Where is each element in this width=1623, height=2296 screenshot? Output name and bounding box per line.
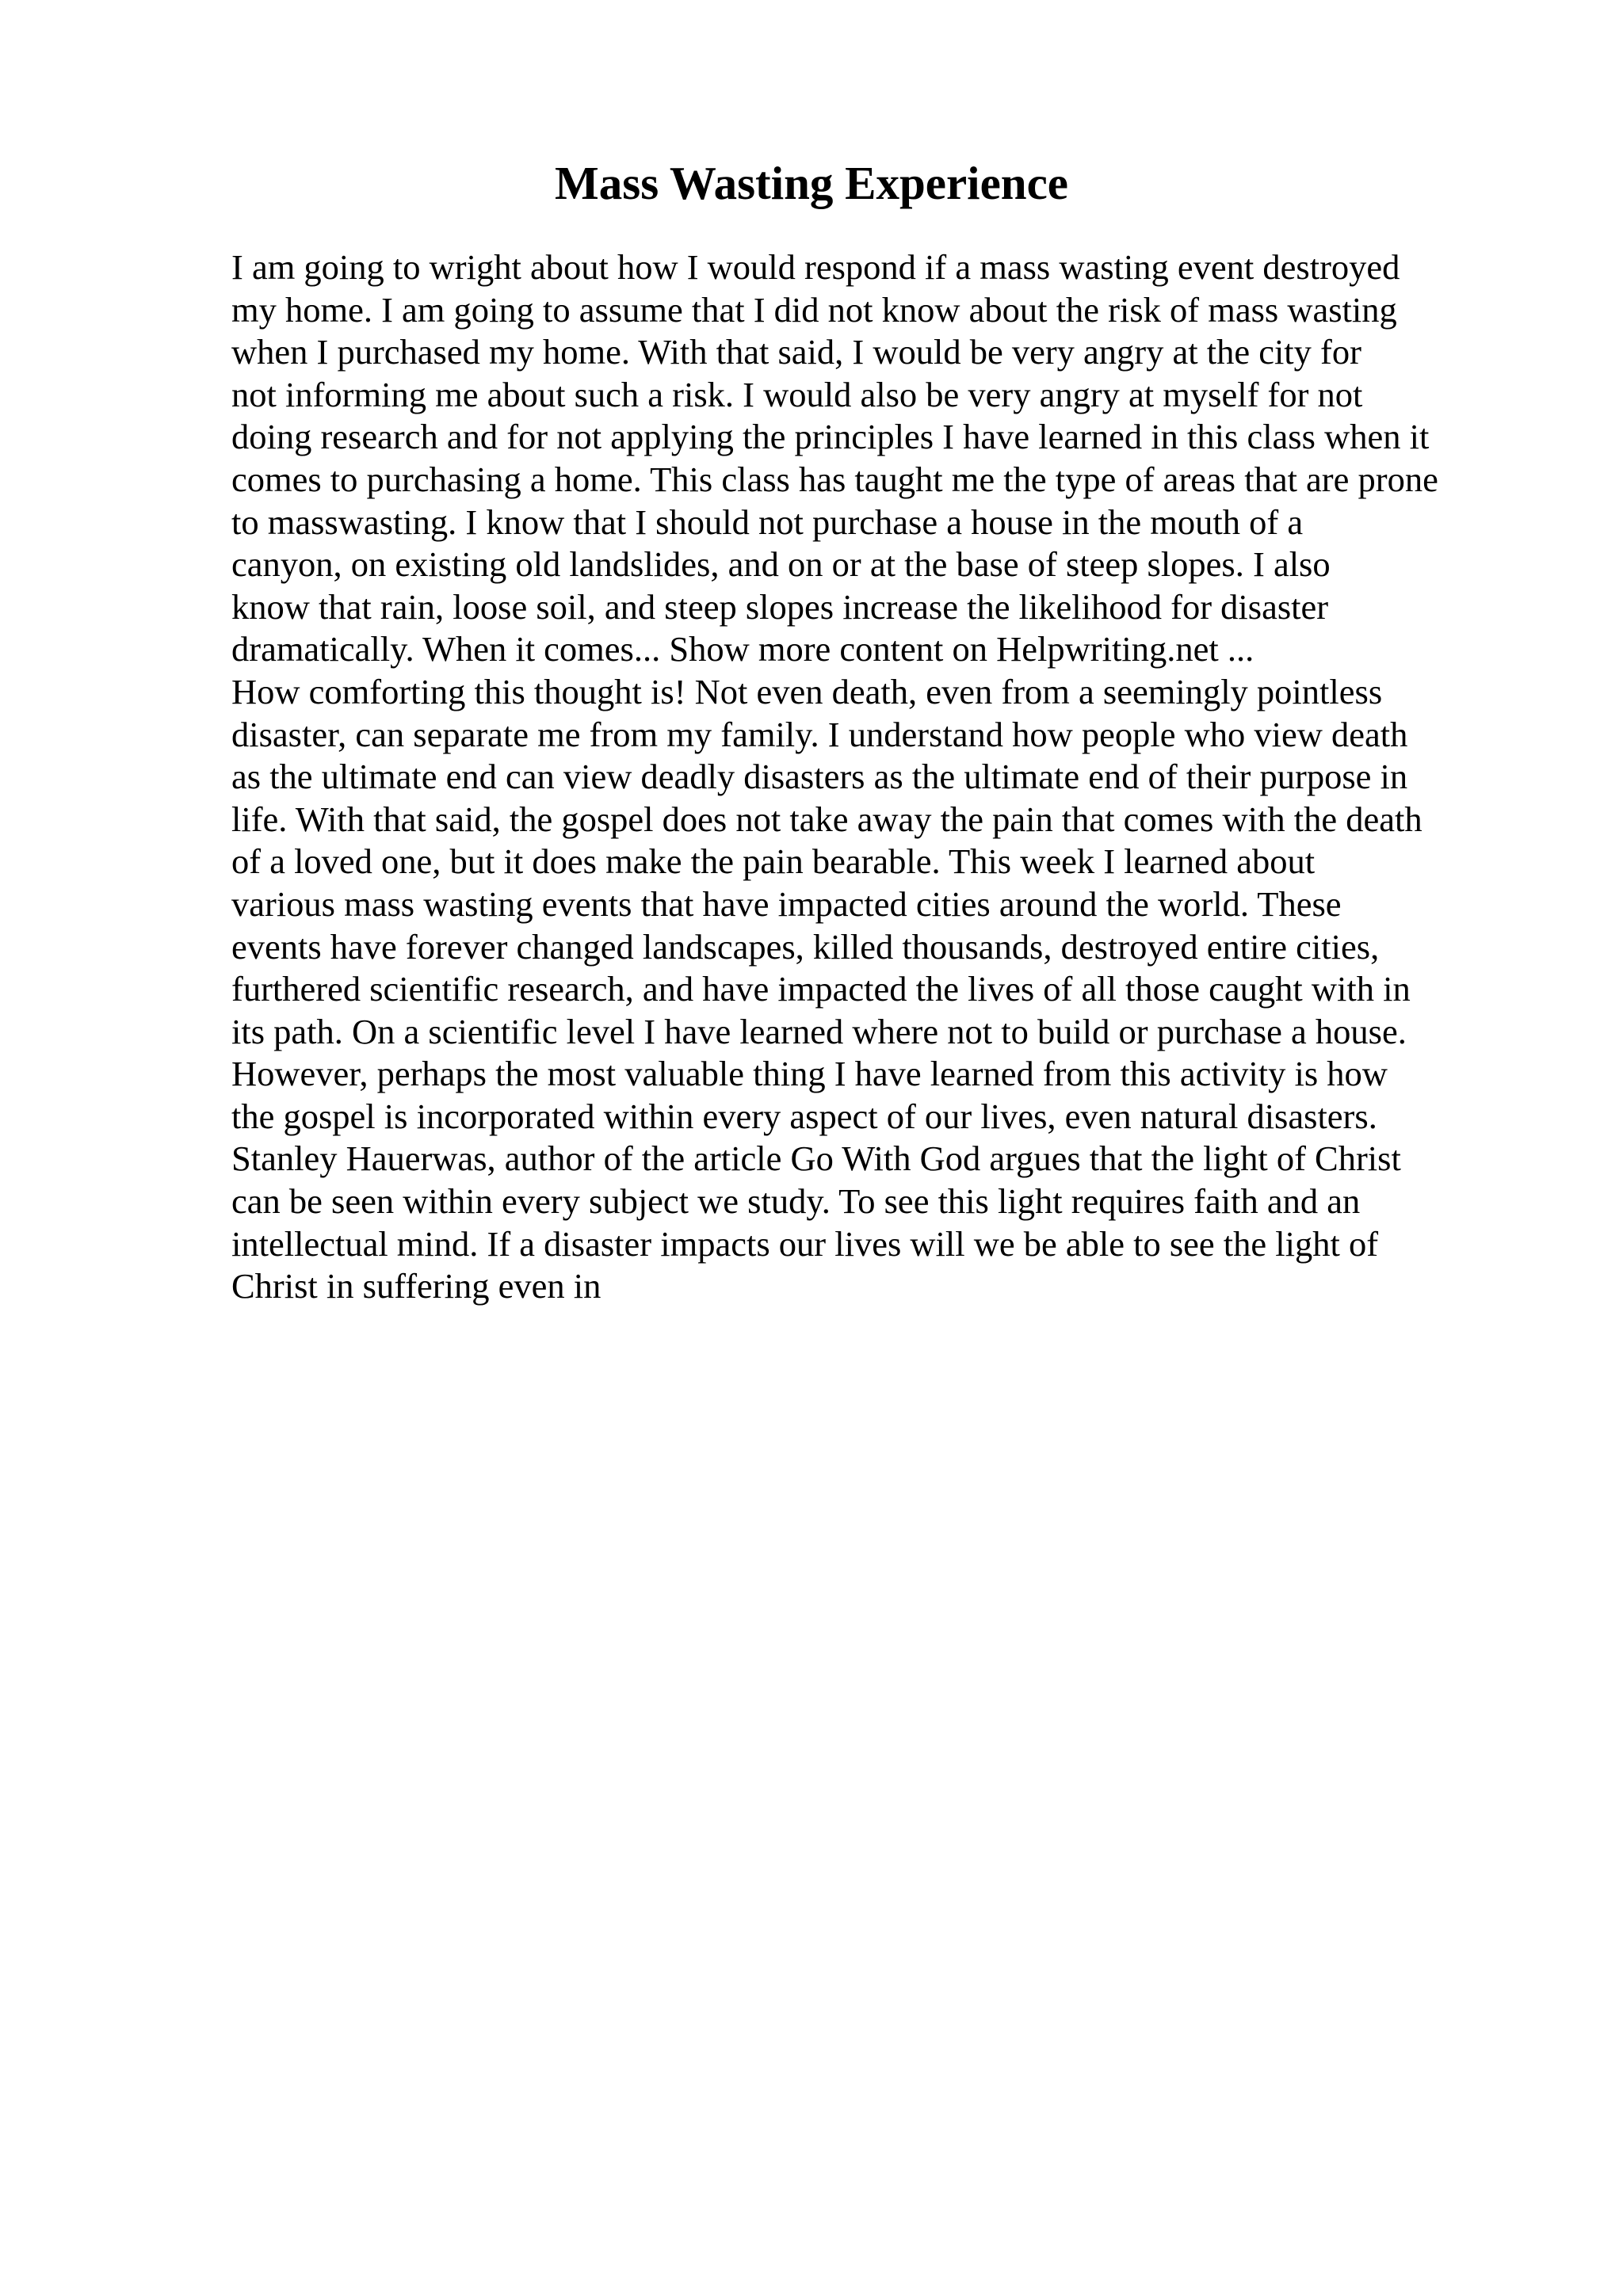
body-line: can be seen within every subject we study. To see this light requires faith and an bbox=[231, 1181, 1361, 1222]
body-line: when I purchased my home. With that said, I would be very angry at the city for bbox=[231, 332, 1361, 372]
body-line: events have forever changed landscapes, killed thousands, destroyed entire cities, bbox=[231, 926, 1380, 967]
body-line: disaster, can separate me from my family. I understand how people who view death bbox=[231, 714, 1408, 754]
body-line: Christ in suffering even in bbox=[231, 1266, 601, 1306]
body-line: know that rain, loose soil, and steep slopes increase the likelihood for disaster bbox=[231, 586, 1329, 627]
body-line: How comforting this thought is! Not even death, even from a seemingly pointless bbox=[231, 671, 1383, 711]
body-line: doing research and for not applying the principles I have learned in this class when it bbox=[231, 417, 1430, 457]
body-line: my home. I am going to assume that I did not know about the risk of mass wasting bbox=[231, 289, 1397, 330]
body-line: life. With that said, the gospel does not take away the pain that comes with the death bbox=[231, 799, 1423, 839]
document-body bbox=[231, 246, 1594, 1308]
body-line: I am going to wright about how I would respond if a mass wasting event destroyed bbox=[231, 247, 1400, 287]
body-line: not informing me about such a risk. I would also be very angry at myself for not bbox=[231, 374, 1363, 414]
body-line: However, perhaps the most valuable thing I have learned from this activity is how bbox=[231, 1054, 1388, 1094]
body-line: its path. On a scientific level I have learned where not to build or purchase a house. bbox=[231, 1011, 1407, 1051]
body-line: of a loved one, but it does make the pain bearable. This week I learned about bbox=[231, 841, 1316, 882]
document-title: Mass Wasting Experience bbox=[555, 157, 1068, 209]
body-line: intellectual mind. If a disaster impacts our lives will we be able to see the light of bbox=[231, 1223, 1379, 1264]
body-line: as the ultimate end can view deadly disasters as the ultimate end of their purpose in bbox=[231, 757, 1408, 797]
body-line: the gospel is incorporated within every aspect of our lives, even natural disasters. bbox=[231, 1096, 1377, 1136]
body-line: comes to purchasing a home. This class has taught me the type of areas that are prone bbox=[231, 459, 1438, 499]
body-line: Stanley Hauerwas, author of the article Go With God argues that the light of Christ bbox=[231, 1138, 1401, 1179]
body-line: dramatically. When it comes... Show more content on Helpwriting.net ... bbox=[231, 629, 1254, 669]
body-line: furthered scientific research, and have impacted the lives of all those caught with in bbox=[231, 969, 1411, 1009]
body-line: to masswasting. I know that I should not purchase a house in the mouth of a bbox=[231, 502, 1304, 542]
body-line: canyon, on existing old landslides, and on or at the base of steep slopes. I also bbox=[231, 544, 1331, 585]
body-line: various mass wasting events that have impacted cities around the world. These bbox=[231, 883, 1342, 924]
